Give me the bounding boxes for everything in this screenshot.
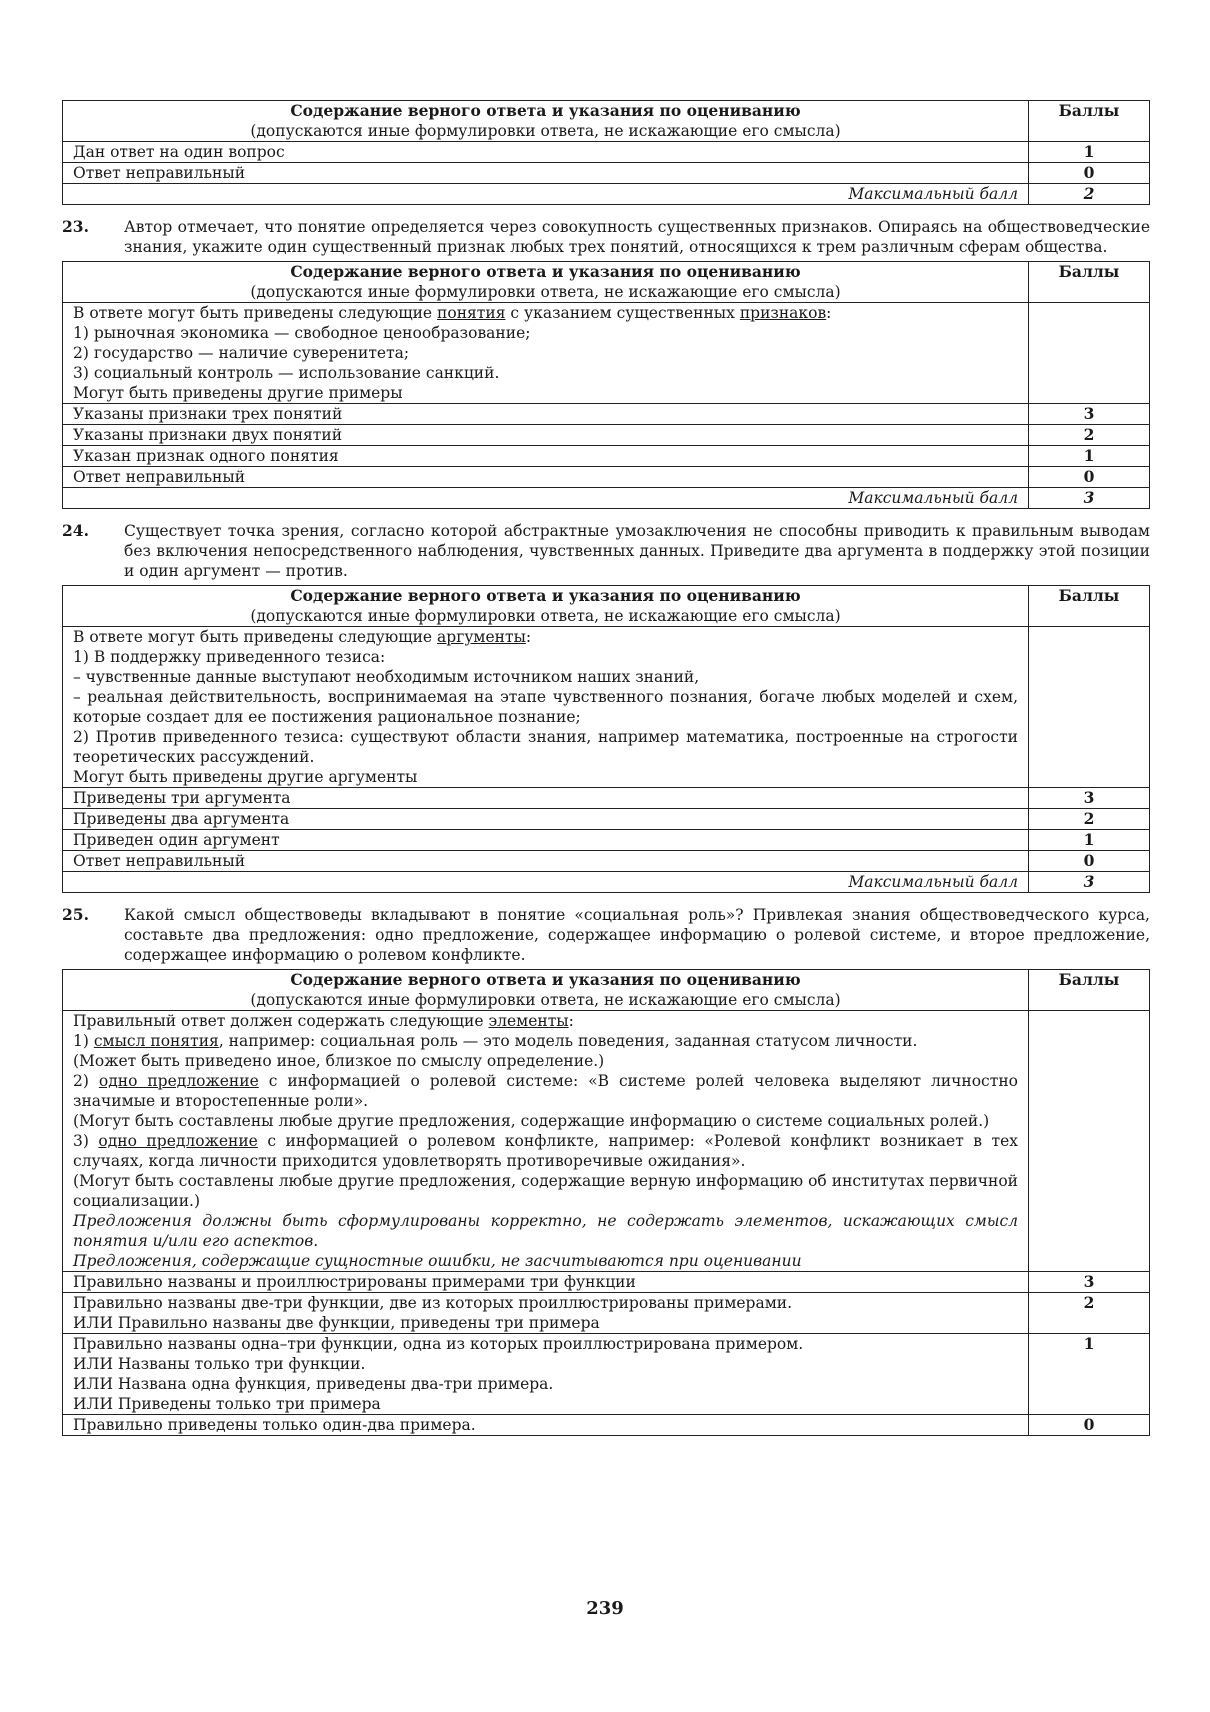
table-row: Ответ неправильный 0 <box>63 163 1150 184</box>
criteria-table-22 <box>62 100 1150 205</box>
max-score-row: Максимальный балл 3 <box>63 488 1150 509</box>
table-row: Ответ неправильный 0 <box>63 851 1150 872</box>
table-row: Указаны признаки двух понятий 2 <box>63 425 1150 446</box>
table-row: Указаны признаки трех понятий 3 <box>63 404 1150 425</box>
answer-content-row: Правильный ответ должен содержать следующие элементы: 1) смысл понятия, например: социальная роль — это модель поведения, заданная статусом личности. (Может быть приведено иное, близкое по смыслу определение.) 2) одно предложение с информацией о ролевой системе: «В системе ролей человека выделяют личностно значимые и второстепенные роли». (Могут быть составлены любые другие предложения, содержащие информацию о системе социальных ролей.) 3) одно предложение с информацией о ролевом конфликте, например: «Ролевой конфликт возникает в тех случаях, когда личности приходится удовлетворять противоречивые ожидания». (Могут быть составлены любые другие предложения, содержащие верную информацию об институтах первичной социализации.) Предложения должны быть сформулированы корректно, не содержать элементов, искажающих смысл понятия и/или его аспектов. Предложения, содержащие сущностные ошибки, не засчитываются при оценивании <box>63 1011 1150 1272</box>
points-header: Баллы <box>1029 101 1150 142</box>
table-row: Приведен один аргумент 1 <box>63 830 1150 851</box>
table-header: Содержание верного ответа и указания по оцениванию (допускаются иные формулировки ответа, не искажающие его смысла) <box>63 586 1029 627</box>
answer-content-row: В ответе могут быть приведены следующие аргументы: 1) В поддержку приведенного тезиса: – чувственные данные выступают необходимым источником наших знаний, – реальная действительность, воспринимаемая на этапе чувственного познания, богаче любых моделей и схем, которые создает для ее постижения рациональное познание; 2) Против приведенного тезиса: существуют области знания, например математика, построенные на строгости теоретических рассуждений. Могут быть приведены другие аргументы <box>63 627 1150 788</box>
criteria-table-23 <box>62 261 1150 509</box>
answer-key-page <box>62 100 1150 1436</box>
max-score-row: Максимальный балл 2 <box>63 184 1150 205</box>
table-row: Правильно названы одна–три функции, одна из которых проиллюстрирована примером. ИЛИ Названы только три функции. ИЛИ Названа одна функция, приведены два-три примера. ИЛИ Приведены только три примера 1 <box>63 1334 1150 1415</box>
table-row: Приведены три аргумента 3 <box>63 788 1150 809</box>
table-row: Правильно названы и проиллюстрированы примерами три функции 3 <box>63 1272 1150 1293</box>
question-text: Существует точка зрения, согласно которой абстрактные умозаключения не способны приводить к правильным выводам без включения непосредственного наблюдения, чувственных данных. Приведите два аргумента в поддержку этой позиции и один аргумент — против. <box>124 522 1150 580</box>
points-header: Баллы <box>1029 586 1150 627</box>
question-number: 24. <box>62 521 89 540</box>
question-25 <box>62 905 1150 965</box>
points-header: Баллы <box>1029 970 1150 1011</box>
table-row: Правильно названы две-три функции, две из которых проиллюстрированы примерами. ИЛИ Правильно названы две функции, приведены три примера 2 <box>63 1293 1150 1334</box>
question-text: Какой смысл обществоведы вкладывают в понятие «социальная роль»? Привлекая знания обществоведческого курса, составьте два предложения: одно предложение, содержащее информацию о ролевой системе, и второе предложение, содержащее информацию о ролевом конфликте. <box>124 906 1150 964</box>
question-text: Автор отмечает, что понятие определяется через совокупность существенных признаков. Опираясь на обществоведческие знания, укажите один существенный признак любых трех понятий, относящихся к трем различным сферам общества. <box>124 218 1150 256</box>
table-row: Ответ неправильный 0 <box>63 467 1150 488</box>
question-number: 25. <box>62 905 89 924</box>
table-row: Указан признак одного понятия 1 <box>63 446 1150 467</box>
table-row: Правильно приведены только один-два примера. 0 <box>63 1415 1150 1436</box>
points-header: Баллы <box>1029 262 1150 303</box>
answer-content-row: В ответе могут быть приведены следующие понятия с указанием существенных признаков: 1) рыночная экономика — свободное ценообразование; 2) государство — наличие суверенитета; 3) социальный контроль — использование санкций. Могут быть приведены другие примеры <box>63 303 1150 404</box>
criteria-table-25 <box>62 969 1150 1436</box>
table-header: Содержание верного ответа и указания по оцениванию (допускаются иные формулировки ответа, не искажающие его смысла) <box>63 970 1029 1011</box>
question-24 <box>62 521 1150 581</box>
table-header: Содержание верного ответа и указания по оцениванию (допускаются иные формулировки ответа, не искажающие его смысла) <box>63 101 1029 142</box>
table-header: Содержание верного ответа и указания по оцениванию (допускаются иные формулировки ответа, не искажающие его смысла) <box>63 262 1029 303</box>
max-score-row: Максимальный балл 3 <box>63 872 1150 893</box>
question-23 <box>62 217 1150 257</box>
question-number: 23. <box>62 217 89 236</box>
criteria-table-24 <box>62 585 1150 893</box>
page-number: 239 <box>586 1598 624 1619</box>
table-row: Приведены два аргумента 2 <box>63 809 1150 830</box>
table-row: Дан ответ на один вопрос 1 <box>63 142 1150 163</box>
